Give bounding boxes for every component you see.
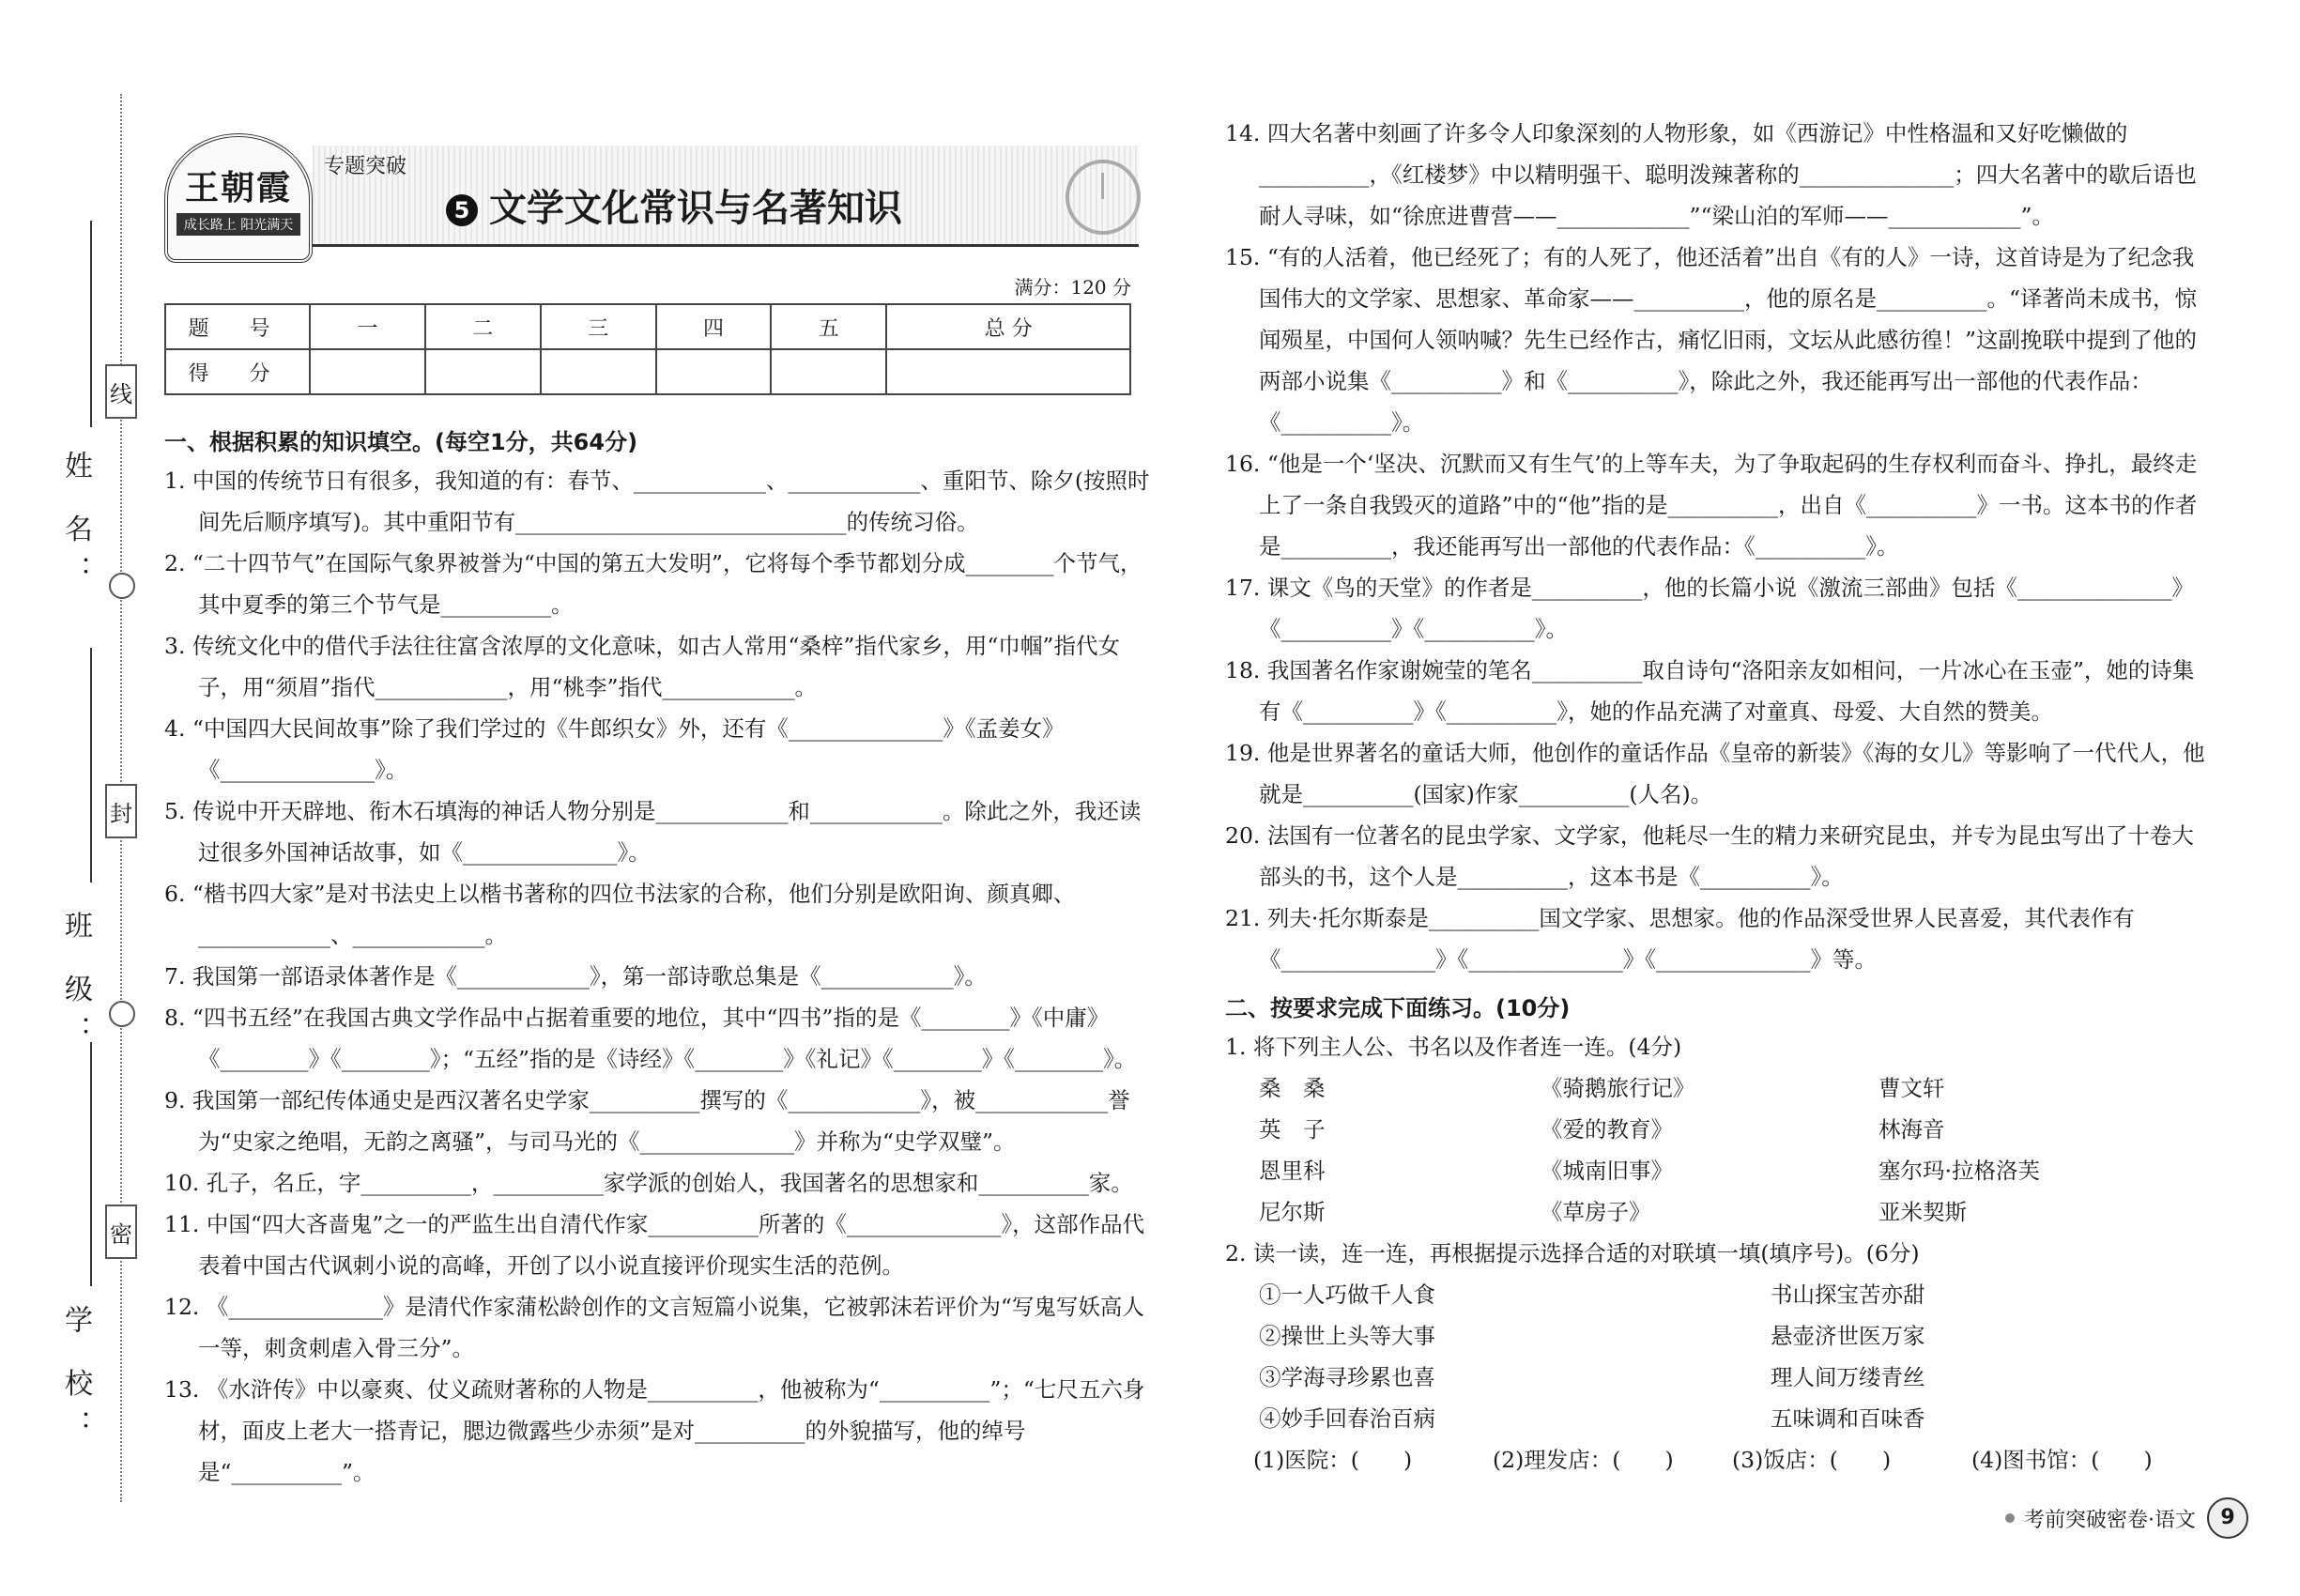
left-column (164, 113, 1150, 1493)
question-21[interactable]: 21. 列夫·托尔斯泰是__________国文学家、思想家。他的作品深受世界人民喜爱，其代表作有《______________》《______________》《______________》等。 (1225, 905, 2135, 973)
question-5[interactable]: 5. 传说中开天辟地、衔木石填海的神话人物分别是____________和____________。除此之外，我还读过很多外国神话故事，如《______________》。 (164, 798, 1142, 866)
footer-text: 考前突破密卷·语文 (2024, 1508, 2196, 1532)
footer-dot-icon (2005, 1513, 2015, 1523)
section-number: 5 (446, 194, 478, 226)
couplet-list (1225, 1274, 2164, 1439)
question-11[interactable]: 11. 中国“四大吝啬鬼”之一的严监生出自清代作家__________所著的《______________》，这部作品代表着中国古代讽刺小说的高峰，开创了以小说直接评价现实生活的范例。 (164, 1211, 1145, 1279)
name-blank[interactable] (90, 221, 92, 427)
matching-list (1225, 1067, 2164, 1233)
binding-mark-feng: 封 (105, 784, 137, 838)
question-4[interactable]: 4. “中国四大民间故事”除了我们学过的《牛郎织女》外，还有《______________》《孟姜女》《______________》。 (164, 715, 1065, 783)
question-8[interactable]: 8. “四书五经”在我国古典文学作品中占据着重要的地位，其中“四书”指的是《________》《中庸》《________》《________》；“五经”指的是《诗经》《________》《礼记》《________》《________》。 (164, 1005, 1137, 1072)
match-character[interactable]: 桑 桑 (1259, 1075, 1326, 1101)
binding-margin (0, 0, 160, 1596)
page-title (446, 178, 902, 232)
match-book[interactable]: 《爱的教育》 (1541, 1116, 1673, 1143)
match-author[interactable]: 林海音 (1878, 1116, 1945, 1143)
question-15[interactable]: 15. “有的人活着，他已经死了；有的人死了，他还活着”出自《有的人》一诗，这首诗是为了纪念我国伟大的文学家、思想家、革命家——__________，他的原名是__________。“译著尚未成书，惊闻殒星，中国何人领呐喊？先生已经作古，痛忆旧雨，文坛从此感彷徨！”这副挽联中提到了他的两部小说集《__________》和《__________》，除此之外，我还能再写出一部他的代表作品：《__________》。 (1225, 244, 2198, 436)
score-table (164, 303, 1131, 395)
part-1-prompt: 1. 将下列主人公、书名以及作者连一连。(4分) (1225, 1034, 1682, 1060)
question-10[interactable]: 10. 孔子，名丘，字__________，__________家学派的创始人，我国著名的思想家和__________家。 (164, 1170, 1133, 1196)
score-input-cell[interactable] (656, 349, 772, 394)
match-row (1225, 1109, 2164, 1150)
score-input-cell[interactable] (425, 349, 541, 394)
match-character[interactable]: 英 子 (1259, 1116, 1326, 1143)
couplet-first-line[interactable]: ④妙手回春治百病 (1259, 1405, 1435, 1432)
footer (2005, 1497, 2248, 1539)
fill-barbershop[interactable]: (2)理发店：( ) (1493, 1447, 1674, 1473)
match-character[interactable]: 尼尔斯 (1259, 1199, 1326, 1225)
match-row (1225, 1067, 2164, 1109)
couplet-first-line[interactable]: ③学海寻珍累也喜 (1259, 1364, 1435, 1390)
logo-text: 王朝霞 (184, 167, 292, 207)
question-7[interactable]: 7. 我国第一部语录体著作是《____________》，第一部诗歌总集是《____________》。 (164, 963, 987, 990)
logo-badge (164, 133, 313, 263)
score-input-cell[interactable] (541, 349, 656, 394)
title-text: 文学文化常识与名著知识 (489, 187, 902, 230)
couplet-second-line[interactable]: 悬壶济世医万家 (1771, 1323, 1925, 1349)
couplet-row (1225, 1315, 2164, 1357)
full-score: 满分：120 分 (1014, 276, 1131, 299)
question-14[interactable]: 14. 四大名著中刻画了许多令人印象深刻的人物形象，如《西游记》中性格温和又好吃懒做的__________，《红楼梦》中以精明强干、聪明泼辣著称的______________；四大名著中的歇后语也耐人寻味，如“徐庶进曹营——____________”“梁山泊的军师——____________”。 (1225, 120, 2197, 229)
question-16[interactable]: 16. “他是一个‘坚决、沉默而又有生气’的上等车夫，为了争取起码的生存权利而奋斗、挣扎，最终走上了一条自我毁灭的道路”中的“他”指的是__________，出自《__________》一书。这本书的作者是__________，我还能再写出一部他的代表作品：《__________》。 (1225, 451, 2198, 560)
score-input-cell[interactable] (771, 349, 886, 394)
score-cell: 四 (656, 304, 772, 349)
fill-restaurant[interactable]: (3)饭店：( ) (1732, 1447, 1892, 1473)
fill-in-row (1225, 1439, 2211, 1481)
match-author[interactable]: 亚米契斯 (1878, 1199, 1967, 1225)
score-header-row (165, 304, 1130, 349)
topic-tag: 专题突破 (324, 155, 407, 178)
question-18[interactable]: 18. 我国著名作家谢婉莹的笔名__________取自诗句“洛阳亲友如相问，一片冰心在玉壶”，她的诗集有《__________》《__________》，她的作品充满了对童真、母爱、大自然的赞美。 (1225, 657, 2195, 725)
score-cell: 总 分 (886, 304, 1130, 349)
binding-hole (109, 1001, 135, 1027)
question-19[interactable]: 19. 他是世界著名的童话大师，他创作的童话作品《皇帝的新装》《海的女儿》等影响了一代代人，他就是__________(国家)作家__________(人名)。 (1225, 740, 2205, 807)
score-value-row (165, 349, 1130, 394)
question-1[interactable]: 1. 中国的传统节日有很多，我知道的有：春节、____________、____________、重阳节、除夕(按照时间先后顺序填写)。其中重阳节有______________________________的传统习俗。 (164, 468, 1150, 535)
page-number: 9 (2207, 1497, 2248, 1539)
match-row (1225, 1191, 2164, 1233)
fill-library[interactable]: (4)图书馆：( ) (1971, 1447, 2153, 1473)
fill-hospital[interactable]: (1)医院：( ) (1253, 1447, 1413, 1473)
binding-hole (109, 573, 135, 599)
part-2-prompt: 2. 读一读，连一连，再根据提示选择合适的对联填一填(填序号)。(6分) (1225, 1240, 1920, 1266)
couplet-row (1225, 1398, 2164, 1439)
match-character[interactable]: 恩里科 (1259, 1158, 1326, 1184)
match-book[interactable]: 《骑鹅旅行记》 (1541, 1075, 1695, 1101)
couplet-first-line[interactable]: ②操世上头等大事 (1259, 1323, 1435, 1349)
score-cell: 题 号 (165, 304, 310, 349)
stopwatch-icon (1066, 160, 1141, 235)
school-field-label: 学 校： (59, 1305, 92, 1451)
question-9[interactable]: 9. 我国第一部纪传体通史是西汉著名史学家__________撰写的《____________》，被____________誉为“史家之绝唱，无韵之离骚”，与司马光的《______________》并称为“史学双璧”。 (164, 1087, 1130, 1155)
class-blank[interactable] (90, 648, 92, 882)
section-2-title: 二、按要求完成下面练习。(10分) (1225, 995, 1571, 1021)
match-book[interactable]: 《草房子》 (1541, 1199, 1651, 1225)
question-3[interactable]: 3. 传统文化中的借代手法往往富含浓厚的文化意味，如古人常用“桑梓”指代家乡，用“巾帼”指代女子，用“须眉”指代____________，用“桃李”指代____________。 (164, 633, 1120, 700)
class-field-label: 班 级： (59, 911, 92, 1057)
score-cell: 三 (541, 304, 656, 349)
question-13[interactable]: 13. 《水浒传》中以豪爽、仗义疏财著称的人物是__________，他被称为“__________”；“七尺五六身材，面皮上老大一搭青记，腮边微露些少赤须”是对__________的外貌描写，他的绰号是“__________”。 (164, 1376, 1145, 1485)
match-book[interactable]: 《城南旧事》 (1541, 1158, 1673, 1184)
score-input-cell[interactable] (886, 349, 1130, 394)
score-cell: 二 (425, 304, 541, 349)
couplet-row (1225, 1274, 2164, 1315)
match-author[interactable]: 塞尔玛·拉格洛芙 (1878, 1158, 2040, 1184)
question-20[interactable]: 20. 法国有一位著名的昆虫学家、文学家，他耗尽一生的精力来研究昆虫，并专为昆虫写出了十卷大部头的书，这个人是__________，这本书是《__________》。 (1225, 822, 2194, 890)
name-field-label: 姓 名： (59, 451, 92, 597)
score-input-cell[interactable] (310, 349, 425, 394)
question-12[interactable]: 12. 《______________》是清代作家蒲松龄创作的文言短篇小说集，它被郭沫若评价为“写鬼写妖高人一等，刺贪刺虐入骨三分”。 (164, 1294, 1144, 1361)
match-row (1225, 1150, 2164, 1191)
couplet-second-line[interactable]: 五味调和百味香 (1771, 1405, 1925, 1432)
header (164, 113, 1150, 299)
school-blank[interactable] (90, 1042, 92, 1286)
question-17[interactable]: 17. 课文《鸟的天堂》的作者是__________，他的长篇小说《激流三部曲》包括《______________》《__________》《__________》。 (1225, 575, 2194, 642)
binding-mark-xian: 线 (105, 364, 137, 419)
question-2[interactable]: 2. “二十四节气”在国际气象界被誉为“中国的第五大发明”，它将每个季节都划分成________个节气，其中夏季的第三个节气是__________。 (164, 550, 1142, 618)
right-column (1225, 113, 2211, 1481)
section-1-title: 一、根据积累的知识填空。(每空1分，共64分) (164, 429, 638, 455)
score-cell: 得 分 (165, 349, 310, 394)
match-author[interactable]: 曹文轩 (1878, 1075, 1945, 1101)
couplet-row (1225, 1357, 2164, 1398)
score-cell: 五 (771, 304, 886, 349)
question-6[interactable]: 6. “楷书四大家”是对书法史上以楷书著称的四位书法家的合称，他们分别是欧阳询、颜真卿、____________、____________。 (164, 881, 1076, 948)
couplet-second-line[interactable]: 书山探宝苦亦甜 (1771, 1281, 1925, 1308)
couplet-first-line[interactable]: ①一人巧做千人食 (1259, 1281, 1435, 1308)
couplet-second-line[interactable]: 理人间万缕青丝 (1771, 1364, 1925, 1390)
score-cell: 一 (310, 304, 425, 349)
logo-motto: 成长路上 阳光满天 (176, 213, 300, 236)
binding-mark-mi: 密 (105, 1205, 137, 1259)
